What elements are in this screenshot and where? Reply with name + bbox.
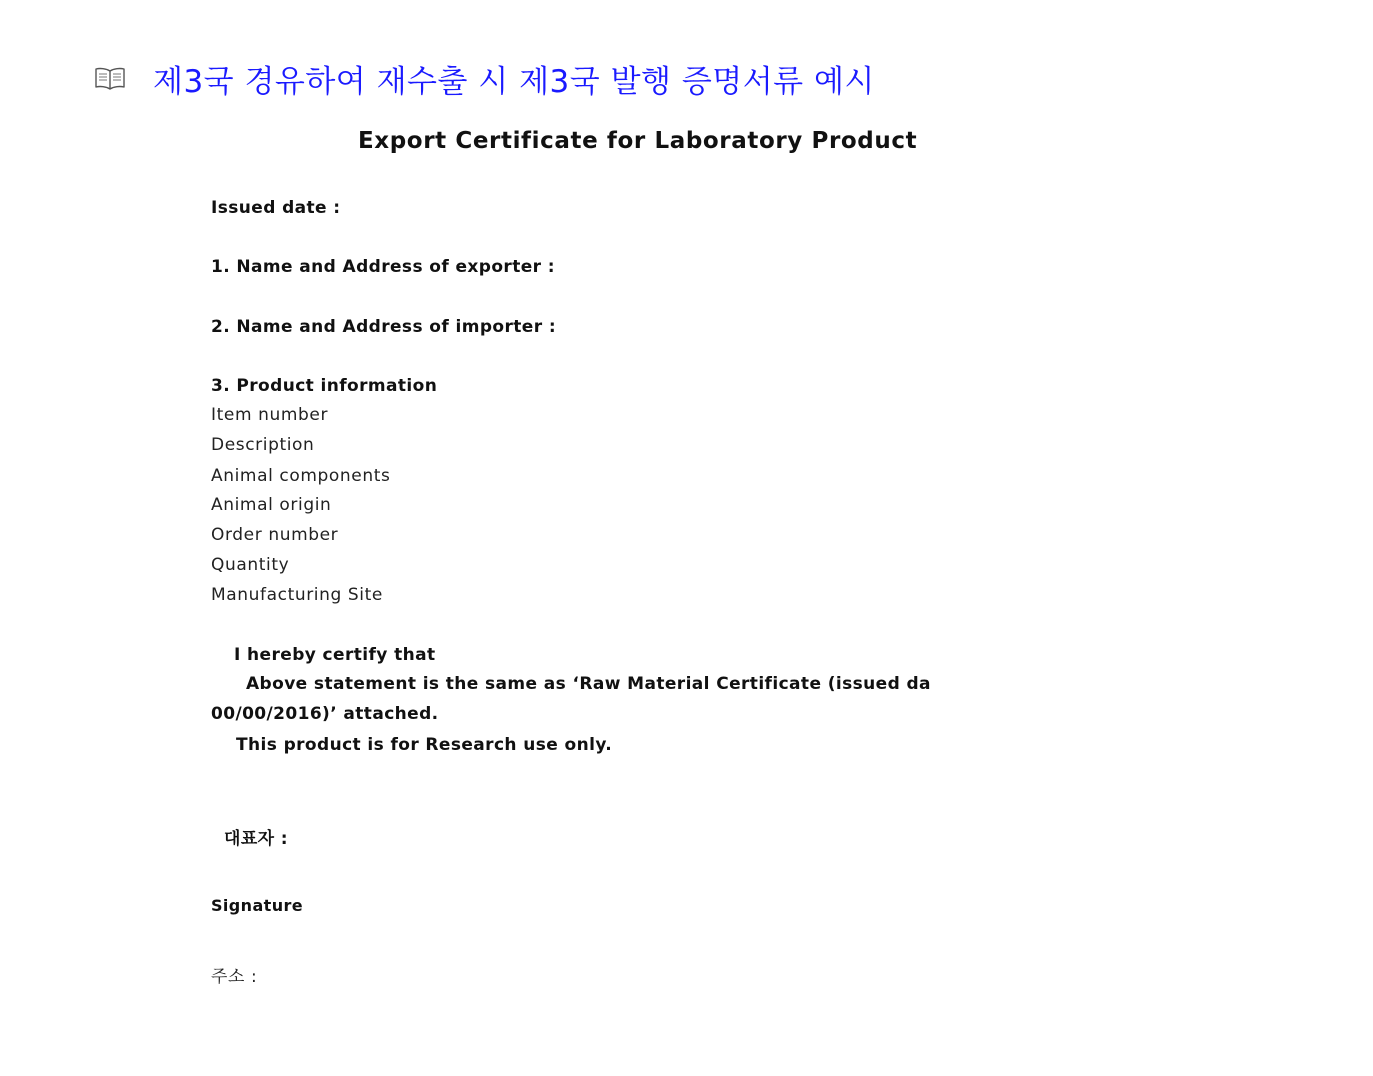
certificate-title: Export Certificate for Laboratory Product [358, 128, 918, 154]
product-field-quantity: Quantity [211, 555, 290, 575]
section-heading-text: 제3국 경유하여 재수출 시 제3국 발행 증명서류 예시 [153, 63, 875, 100]
certify-intro: I hereby certify that [234, 645, 436, 665]
research-note: This product is for Research use only. [236, 735, 613, 755]
representative-label: 대표자 : [224, 829, 288, 849]
product-field-animal-components: Animal components [211, 466, 391, 486]
importer-label: 2. Name and Address of importer : [211, 317, 557, 337]
signature-label: Signature [211, 896, 304, 915]
statement-line-clip [246, 674, 1043, 702]
statement-line-1: Above statement is the same as ‘Raw Material Certificate (issued da [246, 674, 931, 694]
address-label: 주소 : [211, 967, 258, 987]
product-field-description: Description [211, 435, 315, 455]
issued-date-label: Issued date : [211, 198, 341, 218]
exporter-label: 1. Name and Address of exporter : [211, 257, 555, 277]
product-info-label: 3. Product information [211, 376, 438, 396]
product-field-animal-origin: Animal origin [211, 495, 332, 515]
statement-line-2: 00/00/2016)’ attached. [211, 704, 439, 724]
product-field-item-number: Item number [211, 405, 329, 425]
product-field-manufacturing-site: Manufacturing Site [211, 585, 383, 605]
product-field-order-number: Order number [211, 525, 339, 545]
